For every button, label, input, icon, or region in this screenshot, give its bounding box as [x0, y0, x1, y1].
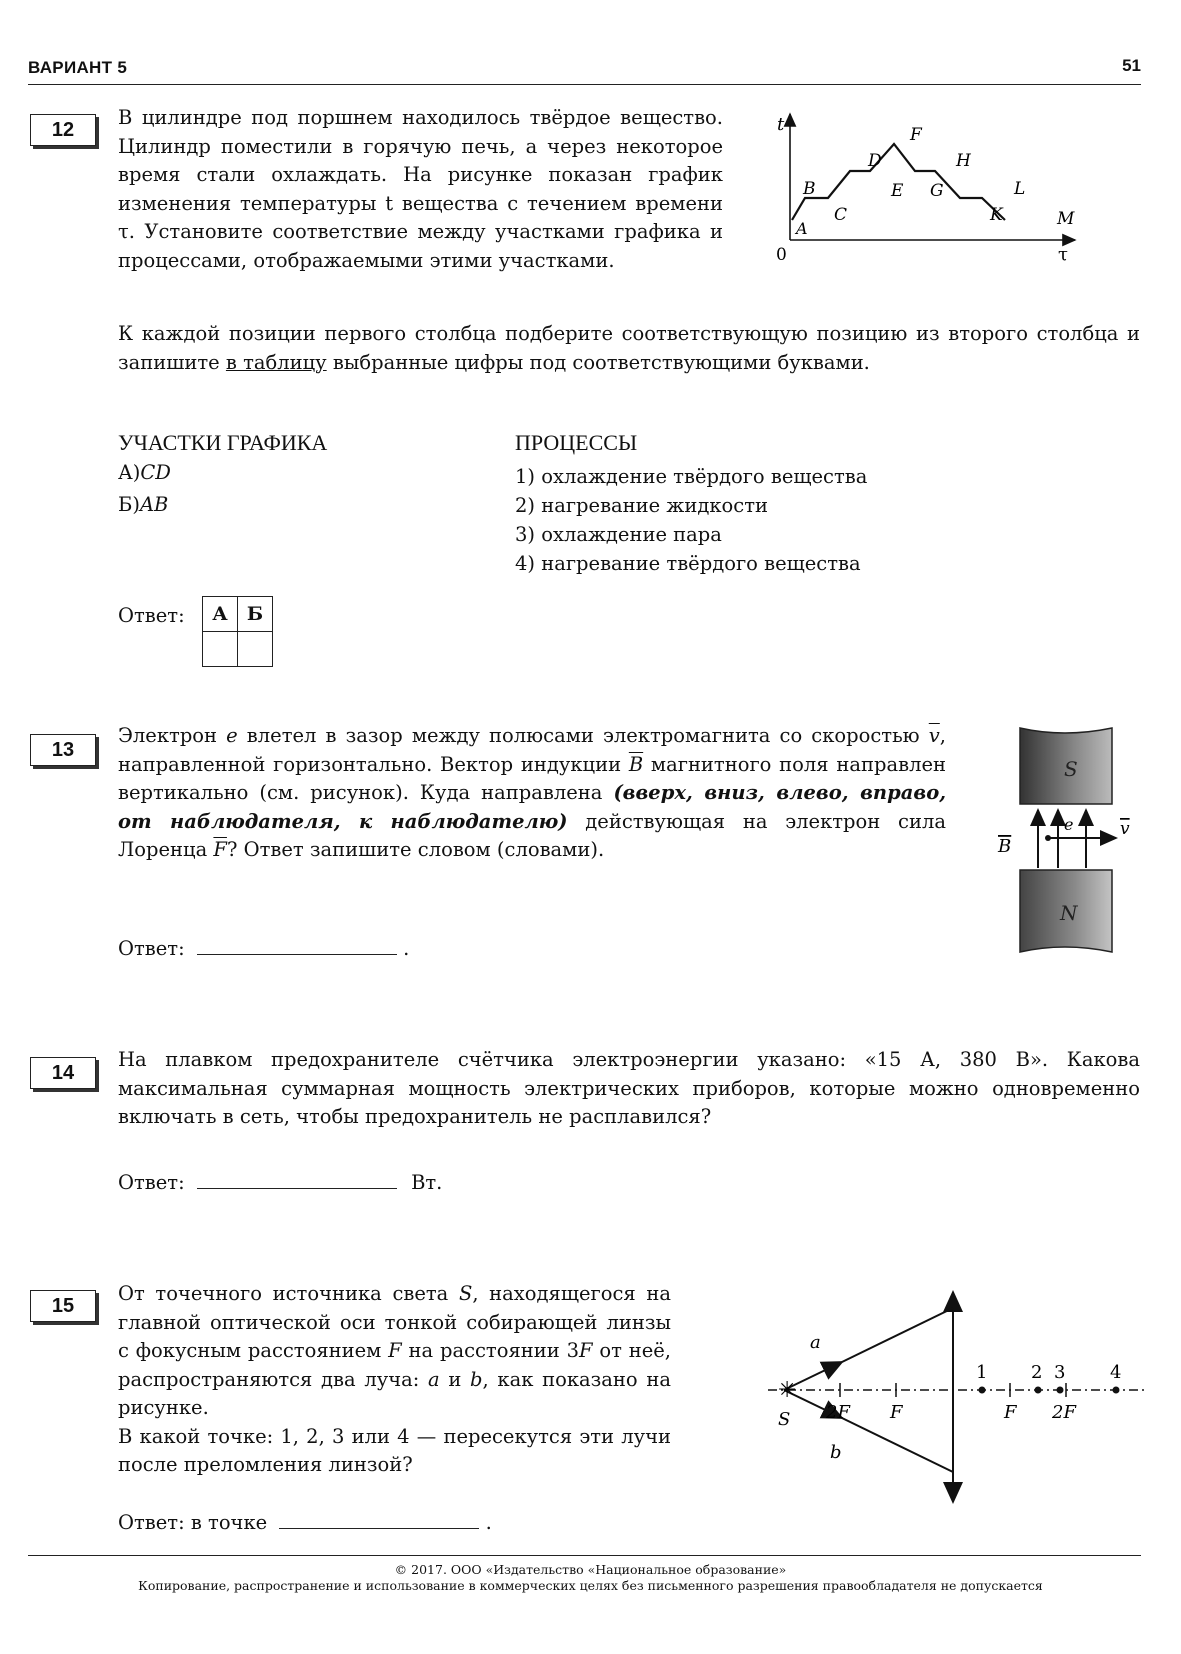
answer-cell-a[interactable]: [203, 632, 238, 667]
q15-answer-blank[interactable]: [279, 1510, 479, 1529]
q15-text-5: , как показано на рисунке.: [118, 1367, 671, 1419]
answer-col-b: Б: [238, 597, 273, 632]
question-number-13: 13: [30, 734, 96, 766]
q13-answer-row: [118, 936, 409, 960]
var-F: F: [388, 1339, 402, 1362]
pole-S-label: S: [1064, 757, 1078, 781]
tau-label: τ: [1058, 244, 1068, 265]
left-f-label: F: [890, 1402, 903, 1423]
left-item-a: [118, 458, 171, 487]
q15-question: В какой точке: 1, 2, 3 или 4 — пересекутся эти лучи после преломления линзой?: [118, 1424, 671, 1476]
origin-label: 0: [776, 245, 787, 265]
q15-text: [118, 1280, 671, 1480]
left-item-letter: Б): [118, 493, 140, 516]
q15-answer-row: [118, 1510, 492, 1534]
point-4: [1113, 1387, 1120, 1394]
q15-text-3: на расстоянии 3: [401, 1339, 579, 1362]
q13-answer-label: Ответ:: [118, 937, 185, 960]
var-a: a: [428, 1367, 440, 1391]
q14-answer-label: Ответ:: [118, 1171, 185, 1194]
q13-text-4: магнитного поля направлен вертикально (см. рисунок). Куда направлена: [118, 752, 946, 804]
point-1-label: 1: [976, 1362, 988, 1383]
var-S: S: [458, 1282, 473, 1305]
point-C: C: [834, 205, 848, 225]
electromagnet-figure: [994, 720, 1144, 960]
point-1: [979, 1387, 986, 1394]
q14-answer-unit: Вт.: [411, 1171, 443, 1194]
question-number-12: 12: [30, 114, 96, 146]
q15-and: и: [439, 1367, 471, 1391]
point-3: [1057, 1387, 1064, 1394]
point-G: G: [930, 181, 944, 201]
q13-text-6: ? Ответ запишите словом (словами).: [226, 838, 605, 861]
var-b: b: [470, 1367, 483, 1391]
copyright-notice: Копирование, распространение и использование в коммерческих целях без письменного разрешения правообладателя не допускается: [138, 1578, 1043, 1593]
electron-dot: [1045, 835, 1051, 841]
source-star: ✳: [778, 1378, 797, 1403]
q12-answer-table: [202, 596, 273, 667]
point-M: M: [1057, 209, 1075, 229]
right-2f-label: 2F: [1052, 1402, 1076, 1423]
left-2f-label: 2F: [826, 1402, 850, 1423]
question-number-14: 14: [30, 1057, 96, 1089]
process-item-4: 4) нагревание твёрдого вещества: [515, 552, 861, 575]
answer-cell-b[interactable]: [238, 632, 273, 667]
q13-text-3: , направленной горизонтально. Вектор индукции: [118, 724, 946, 776]
ray-b: [842, 1418, 953, 1472]
point-L: L: [1014, 179, 1026, 199]
q15-answer-suffix: .: [485, 1511, 492, 1534]
q15-text-2: , находящегося на главной оптической оси тонкой собирающей линзы с фокусным расстоянием: [118, 1282, 671, 1362]
var-e: e: [226, 724, 238, 747]
q15-text-1: От точечного источника света: [118, 1282, 459, 1305]
question-number-15: 15: [30, 1290, 96, 1322]
left-item-letter: А): [118, 461, 141, 484]
q14-text: На плавком предохранителе счётчика электроэнергии указано: «15 А, 380 В». Какова максимальная суммарная мощность электрических приборов, которые можно одновременно включать в сеть, чтобы предохранитель не расплавился?: [118, 1048, 1140, 1128]
process-item-2: 2) нагревание жидкости: [515, 494, 768, 517]
q12-text: В цилиндре под поршнем находилось твёрдое вещество. Цилиндр поместили в горячую печь, а через некоторое время стали охлаждать. На рисунке показан график изменения температуры t вещества с течением времени τ. Установите соответствие между участками графика и процессами, отображаемыми этими участками.: [118, 106, 723, 272]
process-item-1: 1) охлаждение твёрдого вещества: [515, 465, 868, 488]
variant-title: ВАРИАНТ 5: [28, 58, 128, 77]
pole-N-label: N: [1060, 901, 1078, 925]
ray-a-label: a: [810, 1332, 821, 1353]
point-H: H: [956, 151, 971, 171]
q13-text: [118, 722, 946, 865]
point-F: F: [910, 125, 922, 145]
instruction-before: К каждой позиции первого столбца подберите соответствующую позицию из второго столбца и запишите: [118, 322, 1140, 374]
footer-divider: [28, 1555, 1141, 1556]
page-number: 51: [1122, 56, 1141, 75]
q12-instruction: [118, 320, 1140, 377]
q13-text-2: влетел в зазор между полюсами электромагнита со скоростью: [237, 724, 929, 747]
graph-sections-header: УЧАСТКИ ГРАФИКА: [118, 430, 328, 455]
left-item-b: [118, 490, 168, 519]
point-D: D: [868, 151, 882, 171]
point-4-label: 4: [1110, 1362, 1122, 1383]
var-B: $\overline{B}$: [628, 752, 644, 776]
q12-answer-label: Ответ:: [118, 604, 185, 627]
copyright-line: © 2017. ООО «Издательство «Национальное образование»: [394, 1562, 787, 1577]
q13-text-1: Электрон: [118, 724, 227, 747]
q13-answer-blank[interactable]: [197, 936, 397, 955]
v-label: v: [1120, 819, 1130, 839]
q15-paragraph: [118, 1280, 671, 1423]
process-item-3: 3) охлаждение пара: [515, 523, 722, 546]
point-E: E: [891, 181, 904, 201]
point-2-label: 2: [1031, 1362, 1043, 1383]
b-label: B: [998, 836, 1012, 857]
point-2: [1035, 1387, 1042, 1394]
q14-answer-row: [118, 1170, 442, 1194]
var-F: $\overline{F}$: [213, 838, 227, 861]
var-F2: F: [579, 1339, 593, 1362]
temperature-graph: [770, 108, 1090, 268]
var-v: $\overline{v}$: [928, 724, 940, 747]
left-item-value: CD: [140, 461, 171, 484]
instruction-after: выбранные цифры под соответствующими буквами.: [326, 350, 870, 374]
lens-figure: [760, 1280, 1150, 1510]
q15-text-4: от неё, распространяются два луча:: [118, 1339, 671, 1391]
q14-answer-blank[interactable]: [197, 1170, 397, 1189]
t-label: t: [777, 114, 785, 135]
q13-answer-suffix: .: [403, 937, 410, 960]
point-A: A: [796, 219, 808, 238]
instruction-link: в таблицу: [225, 350, 327, 374]
right-f-label: F: [1004, 1402, 1017, 1423]
ray-b-label: b: [830, 1442, 842, 1463]
processes-header: ПРОЦЕССЫ: [515, 430, 638, 455]
e-label: e: [1064, 815, 1074, 834]
point-K: K: [990, 205, 1003, 225]
point-3-label: 3: [1054, 1362, 1066, 1383]
answer-col-a: А: [203, 597, 238, 632]
point-B: B: [803, 179, 816, 199]
left-item-value: AB: [139, 493, 169, 516]
header-divider: [28, 84, 1141, 85]
ray-a: [842, 1308, 953, 1362]
q15-answer-label: Ответ: в точке: [118, 1511, 268, 1534]
source-label: S: [778, 1409, 791, 1430]
q13-options: (вверх, вниз, влево, вправо, от наблюдателя, к наблюдателю): [118, 781, 946, 833]
q13-text-5: действующая на электрон сила Лоренца: [118, 809, 946, 861]
